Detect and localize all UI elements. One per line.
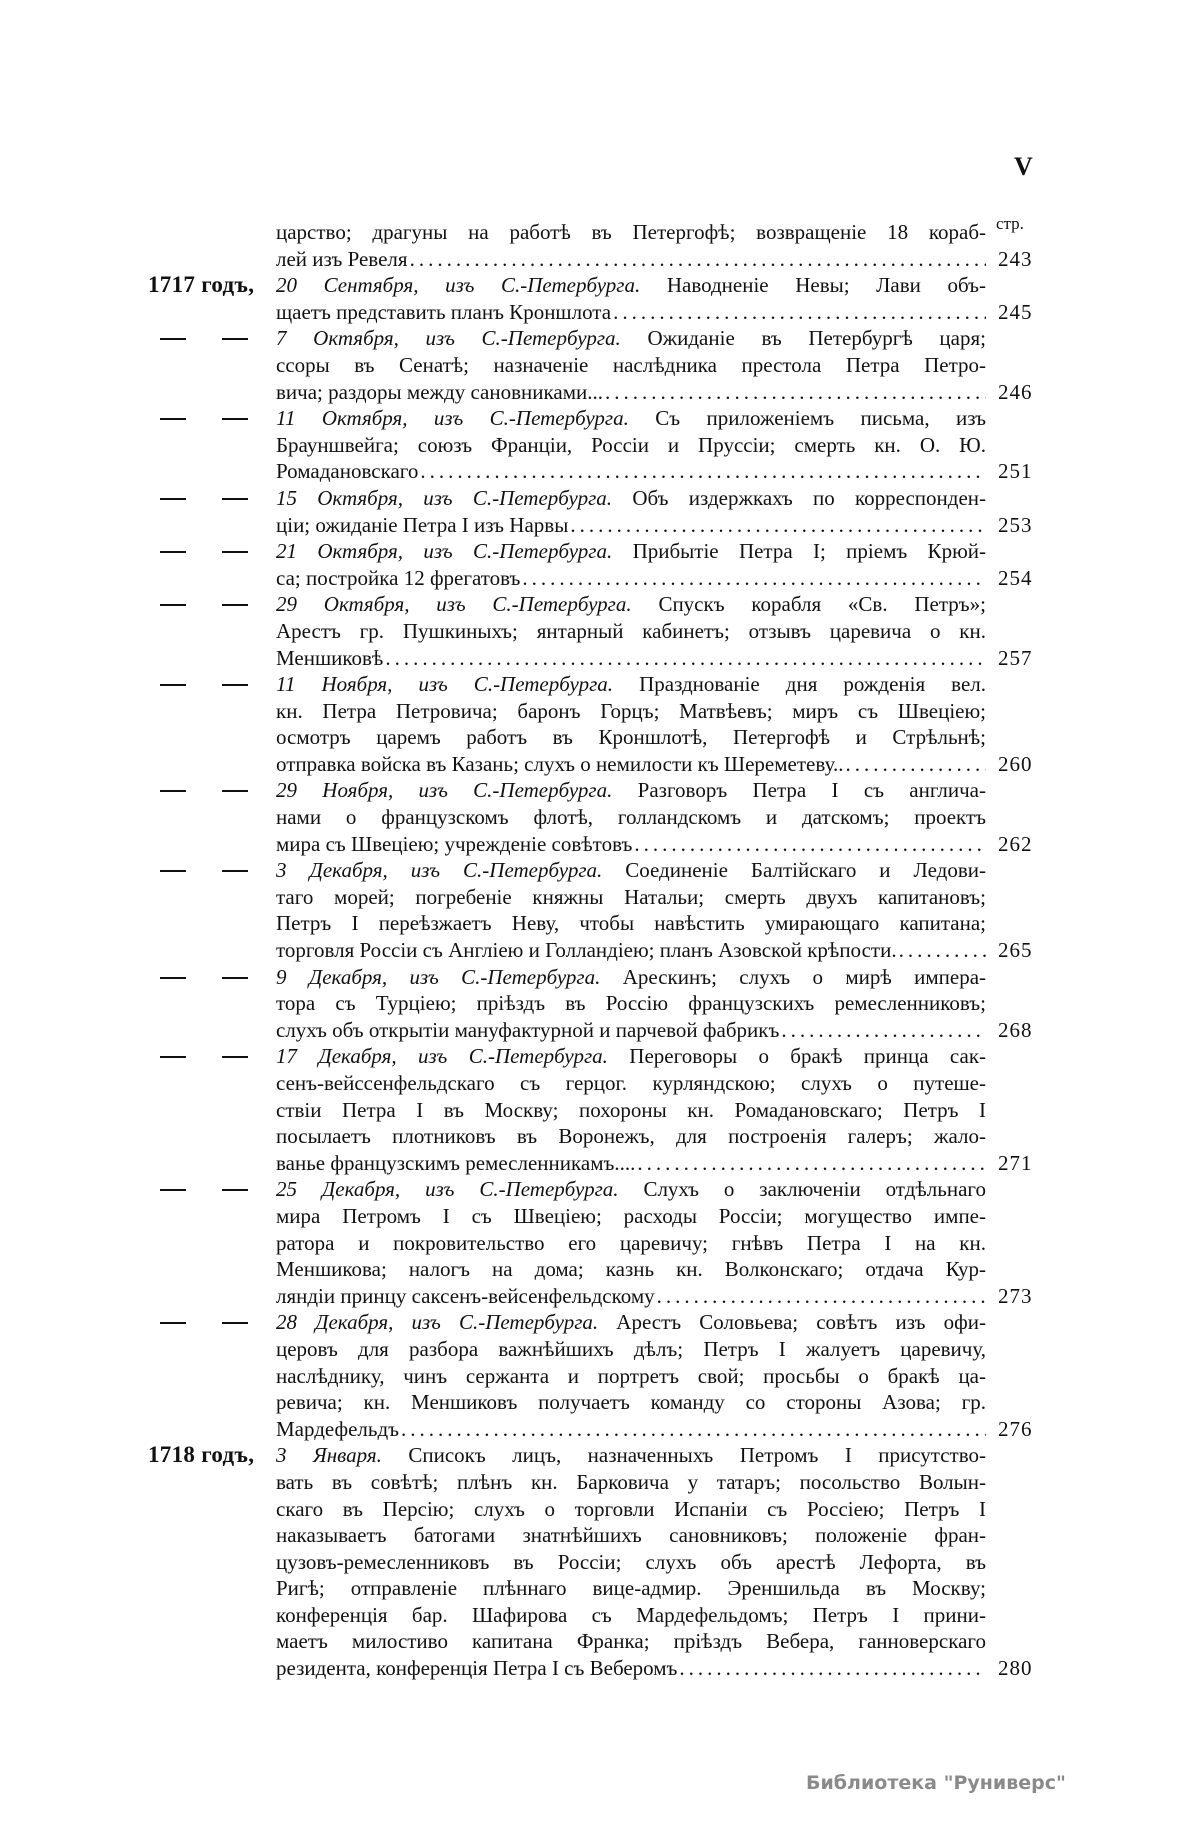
toc-entry[interactable]	[0, 777, 1200, 857]
entry-text	[276, 804, 986, 831]
entry-text	[276, 777, 986, 804]
toc-line	[0, 751, 1200, 778]
entry-text	[276, 1070, 986, 1097]
entry-text	[276, 1602, 986, 1629]
toc-entry[interactable]	[0, 219, 1200, 272]
entry-text	[276, 1123, 986, 1150]
ditto-dash	[160, 485, 186, 512]
entry-text	[276, 1203, 986, 1230]
entry-description: Разговоръ Петра I съ англича-	[637, 778, 986, 803]
entry-text	[276, 724, 986, 751]
letter-date: 3 Декабря, изъ С.-Петербурга.	[276, 858, 603, 883]
entry-text	[276, 1309, 986, 1336]
ditto-dash	[160, 1043, 186, 1070]
toc-line	[0, 1496, 1200, 1523]
page-number[interactable]: 246	[998, 379, 1033, 404]
entry-description: церовъ для разбора важнѣйшихъ дѣлъ; Петръ I жалуетъ царевичу,	[276, 1336, 986, 1361]
entry-description: Арескинъ; слухъ о мирѣ импера-	[622, 964, 986, 989]
entry-text	[276, 831, 986, 858]
entry-description: вать въ совѣтѣ; плѣнъ кн. Барковича у татаръ; посольство Волын-	[276, 1469, 986, 1494]
toc-entry[interactable]	[0, 1442, 1200, 1681]
ditto-dash	[222, 325, 248, 352]
entry-text	[276, 1522, 986, 1549]
ditto-dash	[160, 671, 186, 698]
entry-description: конференція бар. Шафирова съ Мардефельдомъ; Петръ I прини-	[276, 1602, 986, 1627]
toc-entry[interactable]	[0, 591, 1200, 671]
toc-line	[0, 1123, 1200, 1150]
entry-text	[276, 512, 986, 539]
table-of-contents	[0, 219, 1200, 1682]
entry-description: ляндіи принцу саксенъ-вейсенфельдскому	[276, 1283, 655, 1308]
toc-line	[0, 1363, 1200, 1390]
toc-line	[0, 405, 1200, 432]
entry-description: Ромадановскаго	[276, 459, 419, 484]
toc-line	[0, 884, 1200, 911]
toc-line	[0, 299, 1200, 326]
entry-text	[276, 1043, 986, 1070]
entry-description: Арестъ Соловьева; совѣтъ изъ офи-	[616, 1310, 986, 1335]
ditto-dash	[222, 857, 248, 884]
dot-leader	[408, 246, 986, 273]
entry-text	[276, 964, 986, 991]
entry-text	[276, 1655, 986, 1682]
ditto-dash	[222, 1176, 248, 1203]
entry-text	[276, 910, 986, 937]
toc-entry[interactable]	[0, 405, 1200, 485]
entry-text	[276, 219, 986, 246]
letter-date: 29 Ноября, изъ С.-Петербурга.	[276, 778, 613, 803]
toc-line	[0, 1522, 1200, 1549]
entry-description: вича; раздоры между сановниками...	[276, 379, 603, 404]
dot-leader	[655, 1283, 986, 1310]
ditto-dash	[160, 538, 186, 565]
entry-description: щаетъ представить планъ Кроншлота	[276, 299, 612, 324]
entry-description: тора съ Турціею; пріѣздъ въ Россію французскихъ ремесленниковъ;	[276, 991, 986, 1016]
entry-text	[276, 1176, 986, 1203]
page-number[interactable]: 253	[998, 512, 1033, 537]
toc-line	[0, 219, 1200, 246]
entry-description: мира Петромъ I съ Швеціею; расходы Россіи; могущество импе-	[276, 1203, 986, 1228]
page-number[interactable]: 254	[998, 565, 1033, 590]
letter-date: 28 Декабря, изъ С.-Петербурга.	[276, 1310, 599, 1335]
toc-line	[0, 1203, 1200, 1230]
entry-description: ціи; ожиданіе Петра I изъ Нарвы	[276, 512, 569, 537]
entry-description: Петръ I переѣзжаетъ Неву, чтобы навѣстить умирающаго капитана;	[276, 911, 986, 936]
entry-description: цузовъ-ремесленниковъ въ Россіи; слухъ объ арестѣ Лефорта, въ	[276, 1549, 986, 1574]
entry-description: Объ издержкахъ по корреспонден-	[632, 485, 986, 510]
toc-entry[interactable]	[0, 1176, 1200, 1309]
page-folio: V	[1014, 152, 1033, 181]
entry-text	[276, 591, 986, 618]
library-watermark: Библиотека "Руниверс"	[806, 1772, 1066, 1794]
year-label: 1718 годъ,	[148, 1442, 255, 1468]
entry-text	[276, 1496, 986, 1523]
toc-line	[0, 910, 1200, 937]
page-number[interactable]: 257	[998, 645, 1033, 670]
entry-description: Прибытіе Петра I; пріемъ Крюй-	[632, 539, 986, 564]
entry-description: Списокъ лицъ, назначенныхъ Петромъ I присутство-	[408, 1443, 986, 1468]
entry-text	[276, 671, 986, 698]
page-number[interactable]: 245	[998, 299, 1033, 324]
entry-text	[276, 379, 986, 406]
entry-text	[276, 1628, 986, 1655]
toc-line	[0, 1017, 1200, 1044]
entry-description: скаго въ Персію; слухъ о торговли Испаніи съ Россіею; Петръ I	[276, 1496, 986, 1521]
dot-leader	[520, 565, 986, 592]
toc-line	[0, 379, 1200, 406]
toc-line	[0, 645, 1200, 672]
entry-description: отправка войска въ Казань; слухъ о немилости къ Шереметеву..	[276, 751, 844, 776]
entry-description: Спускъ корабля «Св. Петръ»;	[658, 592, 986, 617]
toc-line	[0, 964, 1200, 991]
entry-description: Слухъ о заключеніи отдѣльнаго	[643, 1177, 986, 1202]
ditto-dash	[160, 964, 186, 991]
entry-description: кн. Петра Петровича; баронъ Горцъ; Матвѣевъ; миръ съ Швеціею;	[276, 698, 986, 723]
ditto-dash	[160, 857, 186, 884]
dot-leader	[418, 458, 986, 485]
toc-line	[0, 1070, 1200, 1097]
entry-text	[276, 405, 986, 432]
entry-text	[276, 1442, 986, 1469]
entry-description: нами о французскомъ флотѣ, голландскомъ и датскомъ; проектъ	[276, 805, 986, 830]
page-column-label: стр.	[996, 214, 1024, 233]
entry-description: слухъ объ открытіи мануфактурной и парчевой фабрикъ	[276, 1017, 780, 1042]
entry-description: Брауншвейга; союзъ Франціи, Россіи и Пруссіи; смерть кн. О. Ю.	[276, 432, 986, 457]
entry-text	[276, 1230, 986, 1257]
entry-text	[276, 325, 986, 352]
entry-text	[276, 1416, 986, 1443]
entry-description: маетъ милостиво капитана Франка; пріѣздъ Вебера, ганноверскаго	[276, 1629, 986, 1654]
toc-line	[0, 352, 1200, 379]
toc-entry[interactable]	[0, 857, 1200, 963]
entry-description: Соединеніе Балтійскаго и Ледови-	[625, 858, 986, 883]
entry-description: таго морей; погребеніе княжны Натальи; смерть двухъ капитановъ;	[276, 884, 986, 909]
toc-line	[0, 1655, 1200, 1682]
toc-line	[0, 565, 1200, 592]
entry-description: наслѣднику, чинъ сержанта и портретъ свой; просьбы о бракѣ ца-	[276, 1363, 986, 1388]
entry-description: ванье французскимъ ремесленникамъ....	[276, 1150, 636, 1175]
entry-text	[276, 1256, 986, 1283]
entry-text	[276, 1389, 986, 1416]
entry-text	[276, 1363, 986, 1390]
toc-entry[interactable]	[0, 964, 1200, 1044]
dot-leader	[635, 1150, 986, 1177]
year-label: 1717 годъ,	[148, 272, 255, 298]
ditto-dash	[222, 671, 248, 698]
entry-description: Празднованіе дня рожденія вел.	[639, 672, 986, 697]
toc-line	[0, 1602, 1200, 1629]
entry-text	[276, 432, 986, 459]
entry-description: царство; драгуны на работѣ въ Петергофѣ; возвращеніе 18 кораб-	[276, 220, 986, 244]
entry-description: Меншиковѣ	[276, 645, 384, 670]
entry-text	[276, 645, 986, 672]
toc-line	[0, 804, 1200, 831]
entry-text	[276, 352, 986, 379]
dot-leader	[677, 1655, 986, 1682]
entry-description: сенъ-вейссенфельдскаго съ герцог. курляндскою; слухъ о путеше-	[276, 1071, 986, 1095]
entry-text	[276, 884, 986, 911]
page-number[interactable]: 271	[998, 1150, 1033, 1175]
letter-date: 20 Сентября, изъ С.-Петербурга.	[276, 273, 641, 298]
toc-line	[0, 1575, 1200, 1602]
toc-line	[0, 671, 1200, 698]
ditto-dash	[160, 325, 186, 352]
toc-line	[0, 724, 1200, 751]
page-number[interactable]: 251	[998, 459, 1033, 484]
letter-date: 11 Ноября, изъ С.-Петербурга.	[276, 672, 614, 697]
dot-leader	[383, 645, 986, 672]
entry-text	[276, 1469, 986, 1496]
ditto-dash	[222, 777, 248, 804]
entry-text	[276, 246, 986, 273]
toc-entry[interactable]	[0, 325, 1200, 405]
entry-description: торговля Россіи съ Англіею и Голландіею; планъ Азовской крѣпости.	[276, 938, 897, 963]
entry-description: ствіи Петра I въ Москву; похороны кн. Ромадановскаго; Петръ I	[276, 1097, 986, 1122]
page-number[interactable]: 280	[998, 1656, 1033, 1681]
entry-text	[276, 618, 986, 645]
toc-line	[0, 1336, 1200, 1363]
toc-line	[0, 591, 1200, 618]
entry-description: ссоры въ Сенатѣ; назначеніе наслѣдника престола Петра Петро-	[276, 352, 986, 377]
toc-line	[0, 1442, 1200, 1469]
page-number[interactable]: 243	[998, 246, 1033, 271]
dot-leader	[843, 751, 986, 778]
ditto-dash	[222, 591, 248, 618]
dot-leader	[779, 1017, 986, 1044]
letter-date: 21 Октября, изъ С.-Петербурга.	[276, 539, 613, 564]
page-number[interactable]: 273	[998, 1283, 1033, 1308]
entry-description: резидента, конференція Петра I съ Веберомъ	[276, 1656, 678, 1681]
ditto-dash	[222, 538, 248, 565]
ditto-dash	[222, 1043, 248, 1070]
ditto-dash	[160, 591, 186, 618]
toc-line	[0, 512, 1200, 539]
ditto-dash	[222, 964, 248, 991]
letter-date: 25 Декабря, изъ С.-Петербурга.	[276, 1177, 619, 1202]
toc-line	[0, 698, 1200, 725]
page-number[interactable]: 268	[998, 1017, 1033, 1042]
toc-line	[0, 1230, 1200, 1257]
dot-leader	[611, 299, 986, 326]
entry-text	[276, 272, 986, 299]
entry-description: осмотръ царемъ работъ въ Кроншлотѣ, Петергофѣ и Стрѣльнѣ;	[276, 725, 986, 750]
toc-line	[0, 246, 1200, 273]
letter-date: 29 Октября, изъ С.-Петербурга.	[276, 592, 632, 617]
entry-description: са; постройка 12 фрегатовъ	[276, 565, 521, 590]
ditto-dash	[160, 1309, 186, 1336]
toc-entry[interactable]	[0, 1309, 1200, 1442]
ditto-dash	[222, 1309, 248, 1336]
entry-text	[276, 1575, 986, 1602]
page-number[interactable]: 265	[998, 938, 1033, 963]
entry-text	[276, 937, 986, 964]
toc-line	[0, 1469, 1200, 1496]
toc-line	[0, 458, 1200, 485]
letter-date: 11 Октября, изъ С.-Петербурга.	[276, 406, 629, 431]
toc-line	[0, 1176, 1200, 1203]
toc-line	[0, 831, 1200, 858]
letter-date: 7 Октября, изъ С.-Петербурга.	[276, 326, 621, 351]
entry-text	[276, 698, 986, 725]
letter-date: 3 Января.	[276, 1443, 382, 1468]
entry-description: посылаетъ плотниковъ въ Воронежъ, для построенія галеръ; жало-	[276, 1124, 986, 1149]
toc-line	[0, 1416, 1200, 1443]
entry-description: Арестъ гр. Пушкиныхъ; янтарный кабинетъ; отзывъ царевича о кн.	[276, 618, 986, 643]
toc-entry[interactable]	[0, 485, 1200, 538]
entry-text	[276, 565, 986, 592]
letter-date: 9 Декабря, изъ С.-Петербурга.	[276, 964, 601, 989]
entry-text	[276, 857, 986, 884]
toc-line	[0, 272, 1200, 299]
toc-line	[0, 857, 1200, 884]
page-number[interactable]: 276	[998, 1416, 1033, 1441]
entry-text	[276, 1017, 986, 1044]
entry-text	[276, 458, 986, 485]
toc-line	[0, 1309, 1200, 1336]
toc-line	[0, 538, 1200, 565]
entry-description: Ожиданіе въ Петербургѣ царя;	[647, 326, 986, 351]
toc-line	[0, 1043, 1200, 1070]
toc-entry[interactable]	[0, 272, 1200, 325]
entry-text	[276, 1283, 986, 1310]
toc-line	[0, 485, 1200, 512]
toc-line	[0, 1283, 1200, 1310]
entry-text	[276, 751, 986, 778]
entry-text	[276, 990, 986, 1017]
entry-description: Ригѣ; отправленіе плѣннаго вице-адмир. Эреншильда въ Москву;	[276, 1576, 986, 1601]
letter-date: 17 Декабря, изъ С.-Петербурга.	[276, 1044, 608, 1069]
entry-text	[276, 1150, 986, 1177]
toc-line	[0, 1097, 1200, 1124]
entry-description: Съ приложеніемъ письма, изъ	[655, 406, 986, 431]
entry-description: наказываетъ батогами знатнѣйшихъ сановниковъ; положеніе фран-	[276, 1523, 986, 1548]
ditto-dash	[222, 485, 248, 512]
entry-description: Наводненіе Невы; Лави объ-	[666, 273, 986, 298]
ditto-dash	[160, 1176, 186, 1203]
entry-text	[276, 299, 986, 326]
toc-entry[interactable]	[0, 538, 1200, 591]
entry-description: Меншикова; налогъ на дома; казнь кн. Волконскаго; отдача Кур-	[276, 1257, 986, 1282]
toc-line	[0, 1389, 1200, 1416]
toc-line	[0, 1628, 1200, 1655]
entry-description: Мардефельдъ	[276, 1416, 400, 1441]
entry-description: Переговоры о бракѣ принца сак-	[629, 1044, 986, 1069]
entry-text	[276, 1549, 986, 1576]
dot-leader	[399, 1416, 986, 1443]
toc-line	[0, 1150, 1200, 1177]
dot-leader	[603, 379, 986, 406]
entry-description: ратора и покровительство его царевичу; гнѣвъ Петра I на кн.	[276, 1230, 986, 1255]
ditto-dash	[222, 405, 248, 432]
toc-line	[0, 1256, 1200, 1283]
toc-line	[0, 432, 1200, 459]
dot-leader	[632, 831, 986, 858]
toc-line	[0, 618, 1200, 645]
ditto-dash	[160, 777, 186, 804]
entry-description: лей изъ Ревеля	[276, 246, 408, 271]
dot-leader	[568, 512, 986, 539]
toc-line	[0, 990, 1200, 1017]
page-number[interactable]: 260	[998, 751, 1033, 776]
toc-line	[0, 1549, 1200, 1576]
entry-description: мира съ Швеціею; учрежденіе совѣтовъ	[276, 831, 633, 856]
toc-line	[0, 325, 1200, 352]
entry-text	[276, 538, 986, 565]
toc-entry[interactable]	[0, 671, 1200, 777]
entry-text	[276, 485, 986, 512]
toc-line	[0, 937, 1200, 964]
ditto-dash	[160, 405, 186, 432]
entry-text	[276, 1336, 986, 1363]
letter-date: 15 Октября, изъ С.-Петербурга.	[276, 485, 613, 510]
toc-entry[interactable]	[0, 1043, 1200, 1176]
entry-description: ревича; кн. Меншиковъ получаетъ команду со стороны Азова; гр.	[276, 1390, 986, 1415]
entry-text	[276, 1097, 986, 1124]
page-number[interactable]: 262	[998, 831, 1033, 856]
toc-line	[0, 777, 1200, 804]
dot-leader	[897, 937, 986, 964]
